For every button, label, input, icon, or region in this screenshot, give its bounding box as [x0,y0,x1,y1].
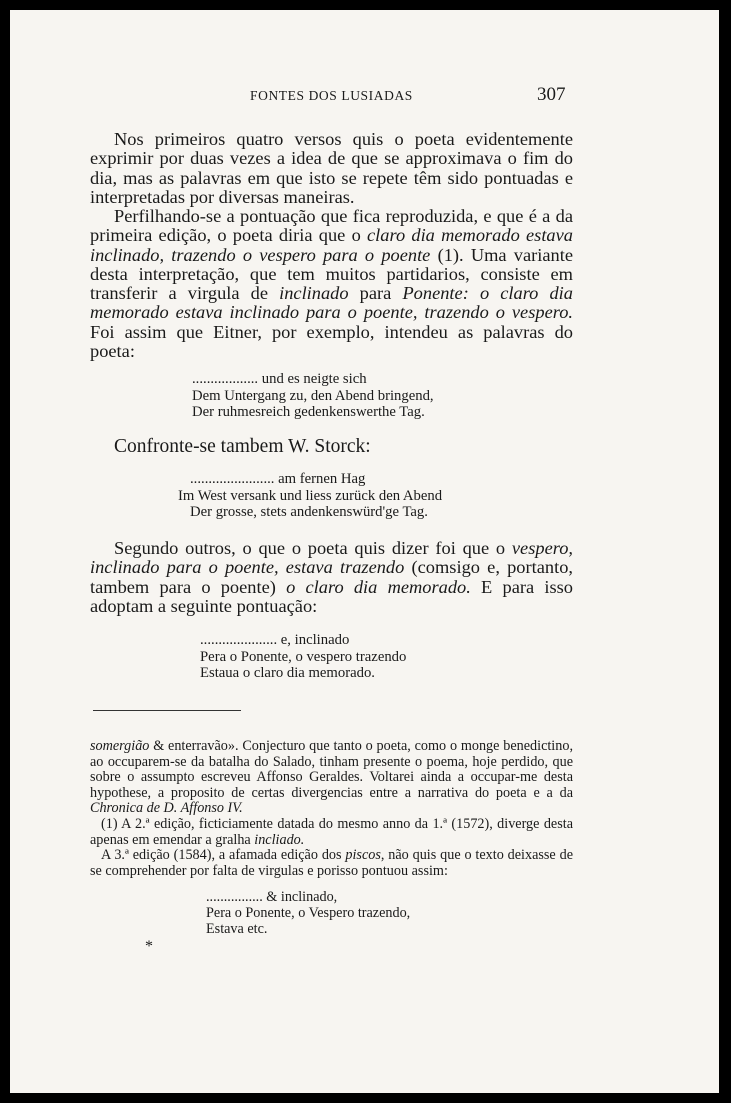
running-title: FONTES DOS LUSIADAS [250,88,413,103]
paragraph-3: Segundo outros, o que o poeta quis dizer foi que o vespero, inclinado para o poente, estava trazendo (comsigo e, portanto, tambem para o poente) o claro dia memorado. E para isso adoptam a seguinte pontuação: [90,538,573,616]
footnote-1: (1) A 2.ª edição, ficticiamente datada do mesmo anno da 1.ª (1572), diverge desta apenas em emendar a gralha incliado. [90,816,573,848]
verse-line: Im West versank und liess zurück den Abend [178,487,443,504]
confronte-line: Confronte-se tambem W. Storck: [114,436,371,457]
verse-line: Der grosse, stets andenkenswürd'ge Tag. [190,504,428,520]
storck-translation [178,471,442,521]
asterisk-mark: * [145,938,153,955]
page-number: 307 [537,84,566,105]
eitner-translation [192,371,434,421]
verse-line: Estava etc. [206,921,268,937]
verse-line: Der ruhmesreich gedenkenswerthe Tag. [192,404,425,420]
camoes-punctuation-verse [200,632,406,682]
paragraph-1: Nos primeiros quatro versos quis o poeta evidentemente exprimir por duas vezes a idea de que se approximava o fim do dia, mas as palavras em que isto se repete têm sido pontuadas e interpretadas por diversas maneiras. [90,129,573,207]
footnote-2: A 3.ª edição (1584), a afamada edição dos piscos, não quis que o texto deixasse de se comprehender por falta de virgulas e porisso pontuou assim: [90,847,573,879]
verse-line: ....................... am fernen Hag [190,471,366,487]
verse-line: Pera o Ponente, o vespero trazendo [200,648,407,665]
footnote-continuation: somergião & enterravão». Conjecturo que tanto o poeta, como o monge benedictino, ao occuparem-se da batalha do Salado, tinham presente o poema, hoje perdido, que sobre o assumpto escreveu Affonso Geraldes. Voltarei ainda a occupar-me desta hypothese, a proposito de certas divergencias entre a narrativa do poeta e a da Chronica de D. Affonso IV. [90,738,573,817]
verse-line: Dem Untergang zu, den Abend bringend, [192,387,434,404]
verse-line: ................ & inclinado, [206,889,338,905]
verse-line: Estaua o claro dia memorado. [200,665,375,681]
verse-line: ..................... e, inclinado [200,632,350,648]
footnote-rule [93,710,241,711]
paragraph-2: Perfilhando-se a pontuação que fica reproduzida, e que é a da primeira edição, o poeta diria que o claro dia memorado estava inclinado, trazendo o vespero para o poente (1). Uma variante desta interpretação, que tem muitos partidarios, consiste em transferir a virgula de inclinado para Ponente: o claro dia memorado estava inclinado para o poente, trazendo o vespero. Foi assim que Eitner, por exemplo, intendeu as palavras do poeta: [90,206,573,362]
book-page [10,10,719,1093]
verse-line: Pera o Ponente, o Vespero trazendo, [206,905,411,921]
footnote-verse [206,889,410,937]
verse-line: .................. und es neigte sich [192,371,367,387]
